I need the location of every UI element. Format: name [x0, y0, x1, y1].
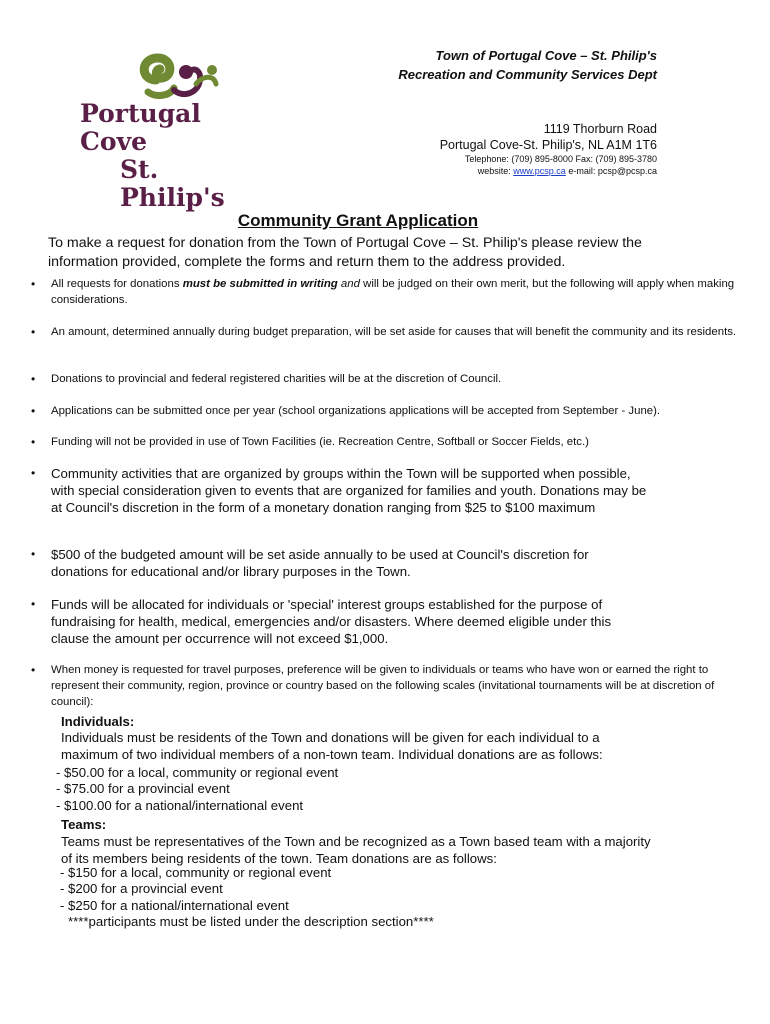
logo-text-line1: Portugal Cove [80, 99, 201, 156]
b5-text: Funding will not be provided in use of Town Facilities (ie. Recreation Centre, Softball or Soccer Fields, etc.) [51, 436, 589, 448]
dept-line-1: Town of Portugal Cove – St. Philip's [435, 48, 657, 63]
b2-text: An amount, determined annually during budget preparation, will be set aside for causes that will benefit the community and its residents. [51, 326, 737, 338]
address-line-1: 1119 Thorburn Road [543, 122, 657, 136]
teams-item-1: - $150 for a local, community or regional event [60, 865, 332, 880]
website-label: website: [477, 166, 514, 176]
b6-text: Community activities that are organized by groups within the Town will be supported when possible, with special consideration given to events that are organized for families and youth. Donations may be at Council's discretion in the form of a monetary donation ranging from $25 to $100 maximum [51, 466, 647, 515]
logo-swirl-icon [78, 50, 268, 100]
town-logo [78, 50, 268, 212]
bullet-icon: • [31, 277, 36, 291]
b1-pre: All requests for donations [51, 278, 183, 290]
list-item [31, 371, 741, 387]
list-item [31, 662, 741, 710]
bullet-icon: • [31, 435, 36, 449]
department-heading [398, 46, 657, 84]
individuals-heading: Individuals: [61, 714, 135, 729]
bullet-icon: • [31, 325, 36, 339]
bullet-icon: • [31, 663, 36, 677]
teams-heading: Teams: [61, 817, 107, 832]
address-line-2: Portugal Cove-St. Philip's, NL A1M 1T6 [439, 138, 657, 152]
bullet-icon: • [31, 372, 36, 386]
bullet-icon: • [31, 404, 36, 418]
b8-text: Funds will be allocated for individuals or 'special' interest groups established for the purpose of fundraising for health, medical, emergencies and/or disasters. Where deemed eligible under this clause the amount per occurrence will not exceed $1,000. [51, 597, 612, 646]
teams-item-2: - $200 for a provincial event [60, 881, 223, 896]
logo-text-line2: St. Philip's [120, 155, 225, 212]
teams-note: ****participants must be listed under the description section**** [68, 914, 434, 929]
individuals-item-1: - $50.00 for a local, community or regional event [56, 765, 339, 780]
web-email-line [440, 165, 657, 177]
list-item [31, 546, 631, 580]
bullet-icon: • [31, 466, 36, 480]
b9-text: When money is requested for travel purposes, preference will be given to individuals or teams who have won or earned the right to represent their community, region, province or country based on the following scales (invitational tournaments will be at discretion of council): [51, 664, 715, 708]
teams-item-3: - $250 for a national/international event [60, 898, 289, 913]
list-item [31, 403, 741, 419]
b4-text: Applications can be submitted once per year (school organizations applications will be accepted from September - June). [51, 405, 661, 417]
individuals-text: Individuals must be residents of the Town and donations will be given for each individual to a maximum of two individual members of a non-town team. Individual donations are as follows: [61, 730, 603, 762]
bullet-icon: • [31, 597, 36, 611]
b3-text: Donations to provincial and federal registered charities will be at the discretion of Council. [51, 373, 502, 385]
b1-and: and [337, 278, 360, 290]
intro-paragraph: To make a request for donation from the Town of Portugal Cove – St. Philip's please review the information provided, complete the forms and return them to the address provided. [48, 235, 642, 270]
list-item [31, 324, 741, 340]
b1-emphasis: must be submitted in writing [182, 278, 338, 290]
individuals-item-2: - $75.00 for a provincial event [56, 781, 230, 796]
b1-post: will be judged on their own merit, but the following will apply when making considerations. [51, 278, 735, 306]
dept-line-2: Recreation and Community Services Dept [398, 67, 657, 82]
email-text: e-mail: pcsp@pcsp.ca [565, 166, 657, 176]
teams-text: Teams must be representatives of the Town and be recognized as a Town based team with a majority of its members being residents of the town. Team donations are as follows: [61, 834, 651, 866]
individuals-item-3: - $100.00 for a national/international event [56, 798, 304, 813]
list-item [31, 596, 646, 647]
address-block [440, 121, 657, 177]
list-item [31, 276, 741, 308]
bullet-icon: • [31, 547, 36, 561]
list-item [31, 465, 651, 516]
website-link[interactable]: www.pcsp.ca [513, 166, 566, 176]
list-item [31, 434, 741, 450]
b7-text: $500 of the budgeted amount will be set aside annually to be used at Council's discretion for donations for educational and/or library purposes in the Town. [51, 547, 589, 579]
contact-line: Telephone: (709) 895-8000 Fax: (709) 895-3780 [464, 154, 657, 164]
page-title: Community Grant Application [237, 211, 479, 230]
